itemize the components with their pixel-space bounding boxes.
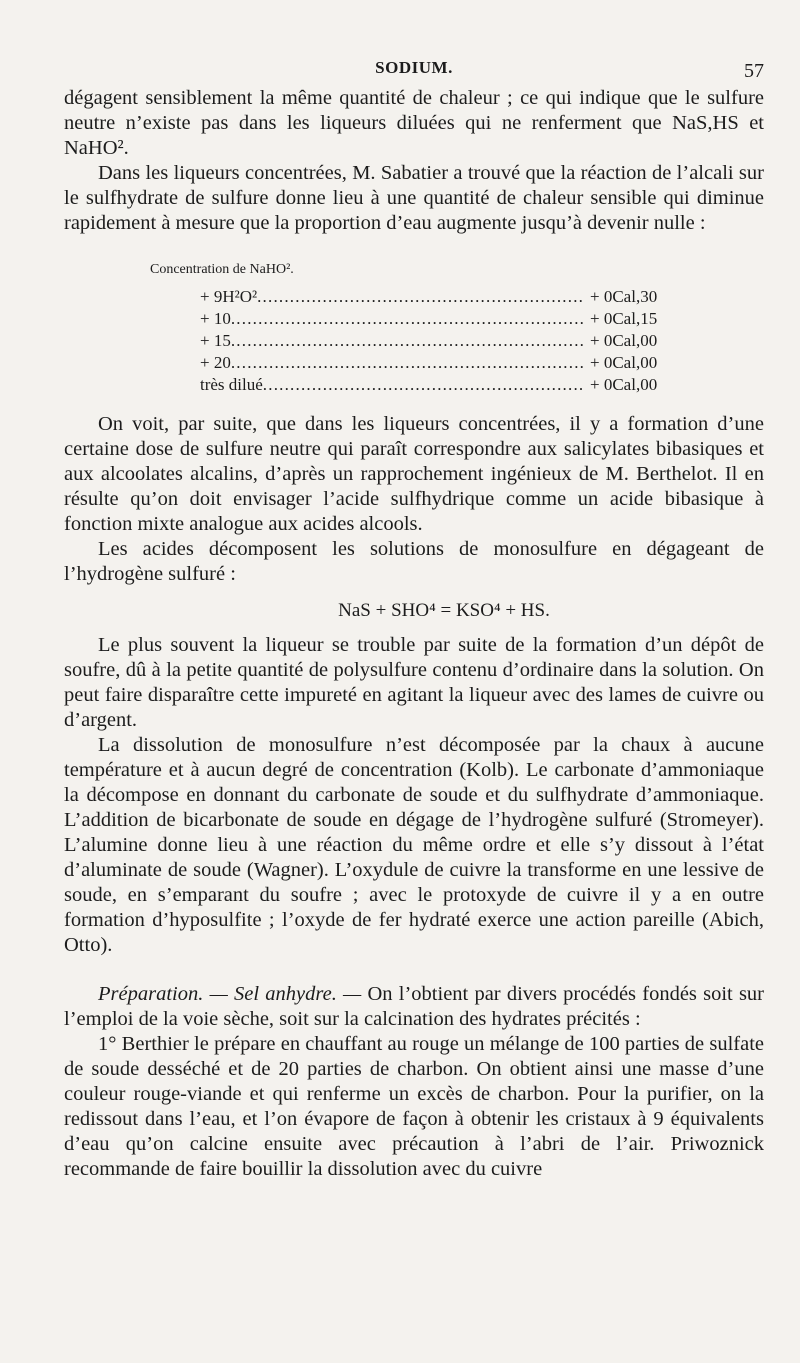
leader-dots (257, 286, 584, 308)
body-text (64, 86, 764, 1182)
row-label: + 9H²O² (200, 287, 258, 306)
table-row (200, 308, 668, 330)
leader-dots (231, 330, 584, 352)
paragraph-7 (64, 982, 764, 1032)
row-value: + 0Cal,00 (590, 353, 658, 372)
row-label: + 15 (200, 331, 231, 350)
paragraph-2: Dans les liqueurs concentrées, M. Sabatier a trouvé que la réaction de l’alcali sur le sulfhydrate de sulfure donne lieu à une quantité de chaleur sensible qui diminue rapidement à mesure que la proportion d’eau augmente jusqu’à devenir nulle : (64, 162, 764, 234)
row-label: + 10 (200, 309, 231, 328)
table-heading: Concentration de NaHO². (150, 262, 294, 277)
paragraph-3: On voit, par suite, que dans les liqueurs concentrées, il y a formation d’une certaine dose de sulfure neutre qui paraît correspondre aux salicylates bibasiques et aux alcoolates alcalins, d’après un rapprochement ingénieux de M. Berthelot. Il en résulte qu’on doit envisager l’acide sulfhydrique comme un acide bibasique à fonction mixte analogue aux acides alcools. (64, 413, 764, 535)
row-value: + 0Cal,15 (590, 309, 658, 328)
table-row (200, 352, 668, 374)
row-value: + 0Cal,00 (590, 331, 658, 350)
paragraph-4: Les acides décomposent les solutions de monosulfure en dégageant de l’hydrogène sulfuré : (64, 538, 764, 585)
row-value: + 0Cal,00 (590, 375, 658, 394)
heat-table (200, 286, 668, 396)
row-value: + 0Cal,30 (590, 287, 658, 306)
leader-dots (231, 308, 584, 330)
paragraph-5: Le plus souvent la liqueur se trouble par suite de la formation d’un dépôt de soufre, dû à la petite quantité de polysulfure contenu d’ordinaire dans la solution. On peut faire disparaître cette impureté en agitant la liqueur avec des lames de cuivre ou d’argent. (64, 634, 764, 731)
paragraph-7-text: On l’obtient par divers procédés fondés soit sur l’emploi de la voie sèche, soit sur la calcination des hydrates précités : (64, 983, 765, 1030)
row-label: très dilué (200, 375, 263, 394)
chemical-equation: NaS + SHO⁴ = KSO⁴ + HS. (338, 600, 550, 621)
leader-dots (231, 352, 584, 374)
table-row (200, 330, 668, 352)
row-label: + 20 (200, 353, 231, 372)
page-number: 57 (744, 60, 764, 82)
paragraph-1: dégagent sensiblement la même quantité de chaleur ; ce qui indique que le sulfure neutre n’existe pas dans les liqueurs diluées qui ne renferment que NaS,HS et NaHO². (64, 87, 764, 159)
paragraph-6: La dissolution de monosulfure n’est décomposée par la chaux à aucune température et à aucun degré de concentration (Kolb). Le carbonate d’ammoniaque la décompose en donnant du carbonate de soude et du sulfhydrate d’ammoniaque. L’addition de bicarbonate de soude en dégage de l’hydrogène sulfuré (Stromeyer). L’alumine donne lieu à une réaction du même ordre et elle s’y dissout à l’état d’aluminate de soude (Wagner). L’oxydule de cuivre la transforme en une lessive de soude, en s’emparant du soufre ; avec le protoxyde de cuivre il y a en outre formation d’hyposulfite ; l’oxyde de fer hydraté exerce une action pareille (Abich, Otto). (64, 734, 764, 956)
running-title: SODIUM. (375, 58, 453, 77)
page-header (64, 58, 764, 84)
paragraph-8: 1° Berthier le prépare en chauffant au rouge un mélange de 100 parties de sulfate de soude desséché et de 20 parties de charbon. On obtient ainsi une masse d’une couleur rouge-viande et qui renferme un excès de charbon. Pour la purifier, on la redissout dans l’eau, et l’on évapore de façon à obtenir les cristaux à 9 équivalents d’eau qu’on calcine ensuite avec précaution à l’abri de l’air. Priwoznick recommande de faire bouillir la dissolution avec du cuivre (64, 1033, 764, 1180)
section-heading: Préparation. — Sel anhydre. — (98, 983, 362, 1005)
leader-dots (263, 374, 584, 396)
table-row (200, 374, 668, 396)
table-row (200, 286, 668, 308)
